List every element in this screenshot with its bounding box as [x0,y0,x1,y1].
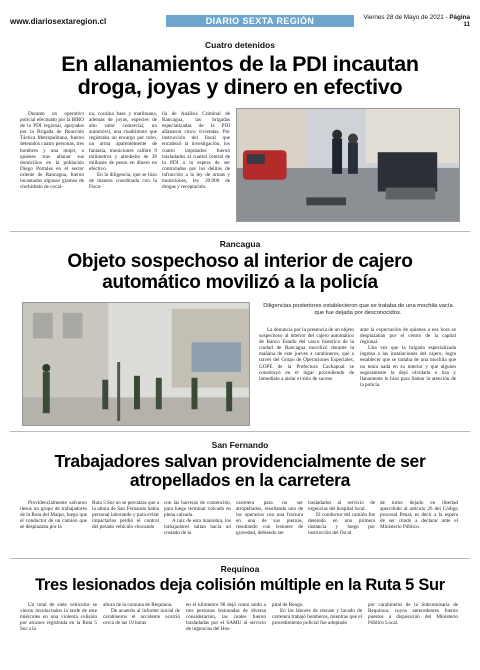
article3-headline-line1: Trabajadores salvan providencialmente de ser [54,451,426,471]
police-raid-photo [237,109,459,221]
article2-column-2 [360,327,456,425]
article4-column-3 [186,602,266,658]
article1-headline-line1: En allanamientos de la PDI incautan [61,52,419,76]
article3-kicker: San Fernando [211,440,269,450]
article4-column-2 [103,602,180,658]
issue-date [360,14,470,28]
article3-paragraph: El conductor del camión fue detenido en una primera instancia y luego por instrucción del fiscal [308,512,375,537]
article4-paragraph: De acuerdo al informe inicial de carabineros el accidente ocurrió cerca de las 19 horas [103,608,180,627]
page-number: Página 11 [449,14,470,28]
article2-paragraph: ante la expectación de quienes a esa hora se desplazaban por el centro de la capital regional. [360,327,456,346]
article2-kicker: Rancagua [219,239,261,249]
article1-photo [236,108,460,222]
street-police-photo [23,303,249,425]
article2-column-1 [259,327,354,425]
newspaper-title: DIARIO SEXTA REGIÓN [166,15,354,27]
article1-paragraph: En la diligencia, que se hizo de manera coordinada con la Fisca- [89,171,157,191]
article4-kicker: Requínoa [220,564,260,574]
article2-photo [22,302,250,426]
article1-paragraph: na, cocaína base y marihuana, además de joyas, especies de alto valor comercial, un automóvil, una cuadrimoto que registraba un encargo por robo, un arma aparentemente de fantasía, municiones calibre 9 milímetros y alrededor de 38 millones de pesos en dinero en efectivo. [89,111,157,172]
article1-column-2 [89,111,157,228]
article4-paragraph: En las labores de rescate y lavado de carretera trabajó bomberos, mientras que el procedimiento policial fue adoptado [272,608,362,627]
article3-headline-line2: atropellados en la carretera [129,469,351,490]
article4-paragraph: por carabineros de la Subcomisaría de Requínoa, cuyos antecedentes fueron puestos a disposición del Ministerio Público Local. [368,602,458,627]
article4-column-5 [368,602,458,658]
article3-column-2 [92,500,159,556]
article1-headline [14,53,466,99]
article4-column-4 [272,602,362,658]
article3-headline [14,452,466,490]
article4-paragraph: en el kilómetro 98 dejó como saldo a tres personas lesionadas de diversa consideración, las cuales fueron trasladadas por el SAMU al servicio de urgencias del Hos- [186,602,266,633]
article3-paragraph: Ruta 5 Sur no se percatara que a la altura de San Fernando había personal laborando y para evitar impactarlos perdió el control del pesado vehículo chocando [92,500,159,531]
article4-column-1 [20,602,97,658]
article4-paragraph: pital de Rengo. [272,602,304,608]
section-divider [10,431,470,432]
article3-paragraph: con las barreras de contención, para luego terminar volcado en plena calzada. [164,500,231,519]
article1-kicker: Cuatro detenidos [205,40,275,50]
article3-column-1 [20,500,87,556]
article3-paragraph: A raíz de esta maniobra, los trabajadores saltan hacia un costado de la [164,518,231,537]
article2-photo-caption: Diligencias posteriores establecieron que se trataba de una mochila vacía que fue dejada por desconocidos. [263,303,453,316]
article3-paragraph: Providencialmente salvaron ilesos un grupo de trabajadores de la Ruta del Maipo, luego que el conductor de un camión que se desplazaba por la [20,500,87,531]
section-divider [10,231,470,232]
article1-column-3 [162,111,230,228]
article3-column-4 [236,500,303,556]
article2-headline-line1: Objeto sospechoso al interior de cajero [67,251,413,272]
article3-column-3 [164,500,231,556]
article1-column-1 [20,111,84,228]
site-url[interactable]: www.diariosextaregion.cl [10,16,107,26]
article3-paragraph: trasladados al servicio de urgencias del hospital local. [308,500,375,513]
article1-paragraph: Durante un operativo policial efectuado por la BIRO de la PDI regional, apoyados por la Brigada de Reacción Táctica Metropolitana, fueron detenidos cuatro personas, tres hombres y una mujer, a quienes tras allanar sus domicilios en la población Diego Portales en el sector oriente de Rancagua, fueron incautados algunos gramos de clorhidrato de cocaí- [20,111,84,191]
article2-paragraph: La denuncia por la presencia de un objeto sospechoso al interior del cajero automático de Banco Estado del casco histórico de la ciudad de Rancagua movilizó durante la mañana de este jueves a carabineros, qué a través del Grupo de Operaciones Especiales, GOPE de la Prefectura Cachapoal se constituyó en el lugar procediendo de inmediato a aislar el sitio de suceso [259,327,354,382]
article4-headline: Tres lesionados deja colisión múltiple en la Ruta 5 Sur [35,576,445,594]
section-divider [10,558,470,559]
article2-headline-line2: automático movilizó a la policía [102,271,378,293]
article2-headline [14,252,466,293]
article3-paragraph: de turno dejado en libertad apercibido al artículo 26 del Código procesal Penal, es decir a la espera de ser citado a declarar ante el Ministerio Público. [380,500,458,531]
article3-paragraph: carretera para no ser atropellados, resultando uno de los operarios con una fractura en una de sus piernas, resultando con lesiones de gravedad, debiendo ser [236,500,303,537]
article2-paragraph: Una vez que la brigada especializada ingresa a las instalaciones del cajero, logra establecer que se trataba de una mochila que no tenía nada en su interior y que alguien seguramente la dejó olvidada o lisa y llanamente lo hizo para llamar la atención de la policía. [360,345,456,388]
article4-paragraph: altura de la comuna de Requínoa. [103,602,173,608]
article3-column-5 [308,500,375,556]
article4-paragraph: Un total de siete vehículos se vieron involucrados la tarde de este miércoles en una violenta colisión por alcance registrada en la Ruta 5 Sur a la [20,602,97,633]
article1-headline-line2: droga, joyas y dinero en efectivo [77,75,403,100]
article3-column-6 [380,500,458,556]
article1-paragraph: lía de Análisis Criminal de Rancagua, las brigadas especializadas de la PDI allanaron cinco viviendas. Por instrucción del fiscal que encabezó la investigación, los cuatro imputados fueron trasladados al cuartel central de la PDI a la espera de ser controlados por los delitos de infracción a la ley de armas y municiones, ley 20.000 de drogas y receptación. [162,111,230,191]
masthead [10,14,470,28]
date-text: Viernes 28 de Mayo de 2021 - [363,14,450,21]
